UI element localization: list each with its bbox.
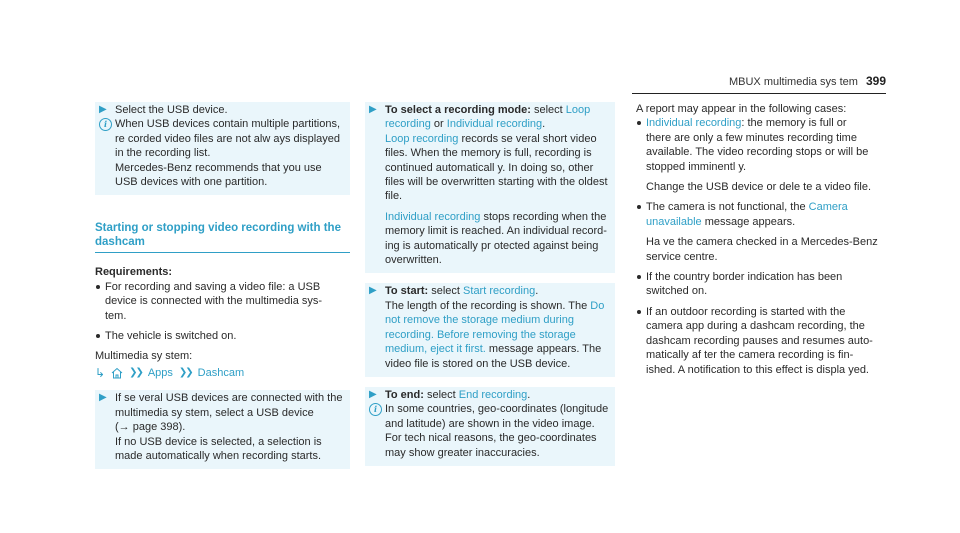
loop-link: Loop recording [385,132,459,145]
step-line: file. [385,190,403,203]
text: select [423,388,459,401]
note-line: When USB devices contain multiple partitions, [115,118,340,131]
note-line: may show greater inaccuracies. [385,446,540,459]
step-line: made automatically when recording starts. [115,449,322,462]
list-item-subtext: Ha ve the camera checked in a Mercedes-Benz [646,236,878,249]
section-title-line: dashcam [95,236,145,249]
list-item-line: If an outdoor recording is started with the [646,305,846,318]
navigation-path [95,366,350,380]
step-line: ing is automatically pr otected against being [385,239,599,252]
column-3 [636,102,886,383]
step-line: If se veral USB devices are connected with the [115,392,343,405]
list-item-line: tem. [105,309,127,322]
step-arrow-icon: ▶ [369,104,377,115]
loop-link: recording [385,118,431,131]
list-item-line: matically af ter the camera recording is fin- [646,349,854,362]
loop-link: Loop [565,104,591,116]
path-apps: Apps [147,366,173,379]
header-title: MBUX multimedia sys tem [728,76,858,88]
column-1 [95,102,350,469]
start-label: To start: [385,285,429,298]
text: The camera is not functional, the [646,201,809,214]
requirements-list [95,280,350,344]
list-item-line: switched on. [646,285,708,298]
info-icon: i [99,118,112,131]
message-line: recording. Before removing the storage [385,328,576,341]
requirements-title: Requirements: [95,266,173,279]
step-line [385,299,611,313]
list-item-line: available. The video recording stops or will be [646,146,869,159]
list-item-line: The vehicle is switched on. [105,330,237,343]
list-item-line: device is connected with the multimedia sys- [105,295,323,308]
info-note [373,402,611,460]
list-item-line [646,116,886,130]
step-line [385,132,611,146]
section-title [95,221,350,253]
step-multiple-usb [95,390,350,469]
column-2 [365,102,615,466]
text: . [527,388,531,401]
step-arrow-icon: ▶ [99,104,107,115]
info-icon: i [369,403,382,416]
note-line: in the recording list. [115,147,211,160]
list-item [95,329,350,343]
list-item-line: dashcam recording pauses and resumes auto- [646,334,873,347]
text: . [542,118,546,131]
list-item [636,305,886,377]
step-line [385,117,611,131]
step-line: files. When the memory is full, recording is [385,147,592,160]
note-line: USB devices with one partition. [115,176,268,189]
step-select-mode [365,102,615,273]
list-item [636,200,886,264]
step-end [365,387,615,466]
note-line: re corded video files are not alw ays displayed [115,132,341,145]
chevron-right-icon: ❯❯ [129,366,142,378]
page-number: 399 [865,74,886,88]
message-line: not remove the storage medium during [385,314,574,327]
note-line: and latitude) are shown in the video image. [385,417,595,430]
individual-link: Individual recording [646,117,742,130]
end-recording-link: End recording [458,388,528,401]
info-note [103,117,346,189]
step-line: continued automaticall y. In doing so, other [385,161,594,174]
section-title-line: Starting or stopping video recording with the [95,222,341,235]
text: select [530,104,566,116]
step-select-usb [95,102,350,195]
text: select [428,285,464,298]
step-line: memory limit is reached. An individual record- [385,225,607,238]
path-dashcam: Dashcam [197,366,245,379]
step-line: If no USB device is selected, a selection is [115,435,322,448]
report-intro: A report may appear in the following cases: [636,103,847,115]
multimedia-label: Multimedia sy stem: [95,350,193,363]
step-line: video file is stored on the USB device. [385,357,571,370]
mode-label: To select a recording mode: [385,104,531,116]
step-line: files will be overwritten starting with the oldest [385,176,608,189]
step-arrow-icon: ▶ [99,392,107,404]
step-line: (→ page 398). [115,421,186,434]
start-recording-link: Start recording [463,285,536,298]
step-line [385,284,611,298]
step-line: multimedia sy stem, select a USB device [115,406,314,419]
list-item-subtext: Change the USB device or dele te a video file. [646,181,872,194]
step-line [385,210,611,224]
list-item-line [646,215,886,229]
step-line [385,342,611,356]
list-item [636,270,886,299]
note-line: For tech nical reasons, the geo-coordinates [385,432,597,445]
step-line [385,388,611,402]
step-text: Select the USB device. [115,104,228,116]
camera-link: unavailable [646,215,702,228]
list-item [95,280,350,323]
text: message appears. The [485,343,602,356]
note-line: Mercedes-Benz recommends that you use [115,161,322,174]
return-arrow-icon: ↳ [95,365,106,380]
report-cases-list [636,116,886,377]
list-item-subtext: service centre. [646,250,718,263]
text: . [535,285,539,298]
text: or [430,118,447,131]
page-header [729,74,886,90]
list-item-line: ished. A notification to this effect is displa yed. [646,363,869,376]
step-line: overwritten. [385,254,442,267]
text: records se veral short video [458,132,597,145]
home-icon [111,367,123,379]
text: message appears. [701,215,796,228]
text: : the memory is full or [741,117,847,130]
message-line: medium, eject it first. [385,343,486,356]
text: stops recording when the [480,210,607,223]
individual-link: Individual recording [446,118,543,131]
header-rule [632,93,886,94]
list-item [636,116,886,194]
step-arrow-icon: ▶ [369,388,377,400]
step-arrow-icon: ▶ [369,285,377,297]
step-line [385,103,611,117]
note-line: In some countries, geo-coordinates (longitude [385,403,609,416]
message-text: Do [590,299,605,312]
end-label: To end: [385,388,424,401]
list-item-line [646,200,886,214]
step-start [365,283,615,376]
text: The length of the recording is shown. The [385,299,591,312]
list-item-line: For recording and saving a video file: a USB [105,280,321,293]
list-item-line: stopped imminentl y. [646,160,747,173]
list-item-line: camera app during a dashcam recording, the [646,320,865,333]
camera-link: Camera [808,201,848,214]
chevron-right-icon: ❯❯ [178,366,192,378]
list-item-line: there are only a few minutes recording time [646,131,857,144]
individual-link: Individual recording [385,210,481,223]
list-item-line: If the country border indication has been [646,271,843,284]
